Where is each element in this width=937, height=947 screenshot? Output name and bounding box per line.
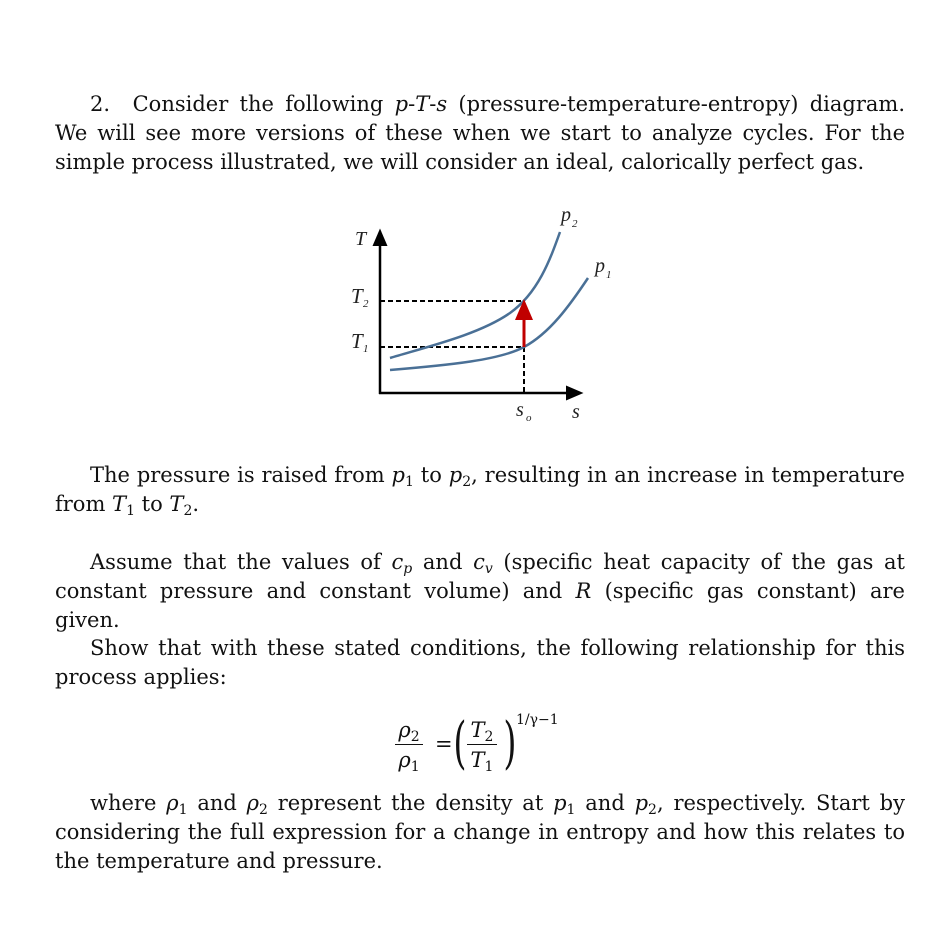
assumption-paragraph: Assume that the values of $c_p$ and $c_v$ (specific heat capacity of the gas at constant pressure and constant volume) and R (specific gas constant) are given. — [55, 550, 905, 632]
temperature-ratio-fraction: $\frac{T_2}{T_1}$ — [467, 718, 497, 772]
svg-text:2: 2 — [572, 218, 578, 230]
svg-text:p: p — [561, 204, 571, 226]
p-t-s-diagram — [340, 200, 610, 430]
right-parenthesis: ) — [503, 711, 517, 776]
x-axis-label: s — [572, 401, 580, 423]
density-temperature-equation — [395, 712, 595, 792]
where-paragraph: where $\rho_1$ and $\rho_2$ represent the density at $p_1$ and $p_2$, respectively. Start by considering the full expression for a change in entropy and how this relates to the temperature and pressure. — [55, 791, 905, 873]
show-that-paragraph: Show that with these stated conditions, the following relationship for this process applies: — [55, 636, 905, 689]
pressure-raise-paragraph: The pressure is raised from $p_1$ to $p_2$, resulting in an increase in temperature from $T_1$ to $T_2$. — [55, 463, 905, 519]
svg-text:o: o — [526, 412, 532, 424]
problem-number: 2. — [90, 92, 111, 116]
exponent: 1/γ−1 — [516, 712, 559, 728]
y-axis-label: T — [355, 228, 367, 250]
svg-text:1: 1 — [606, 269, 612, 281]
svg-text:T: T — [351, 329, 363, 353]
t1-label — [351, 329, 369, 355]
p1-label — [593, 255, 612, 281]
svg-text:p: p — [595, 255, 605, 277]
svg-text:s: s — [516, 399, 524, 421]
t2-label — [351, 284, 369, 310]
density-ratio-fraction: $\frac{\rho_2}{\rho_1}$ — [395, 718, 423, 772]
left-parenthesis: ( — [453, 711, 467, 776]
so-label — [516, 399, 532, 424]
problem-intro-paragraph: 2. Consider the following p-T-s (pressure-temperature-entropy) diagram. We will see more versions of these when we start to analyze cycles. For the simple process illustrated, we will consider an ideal, calorically perfect gas. — [55, 92, 905, 174]
diagram-svg — [340, 200, 610, 430]
svg-text:1: 1 — [363, 343, 369, 355]
svg-text:2: 2 — [363, 298, 369, 310]
equals-sign: = — [435, 732, 453, 756]
p2-label — [559, 204, 578, 230]
svg-text:T: T — [351, 284, 363, 308]
